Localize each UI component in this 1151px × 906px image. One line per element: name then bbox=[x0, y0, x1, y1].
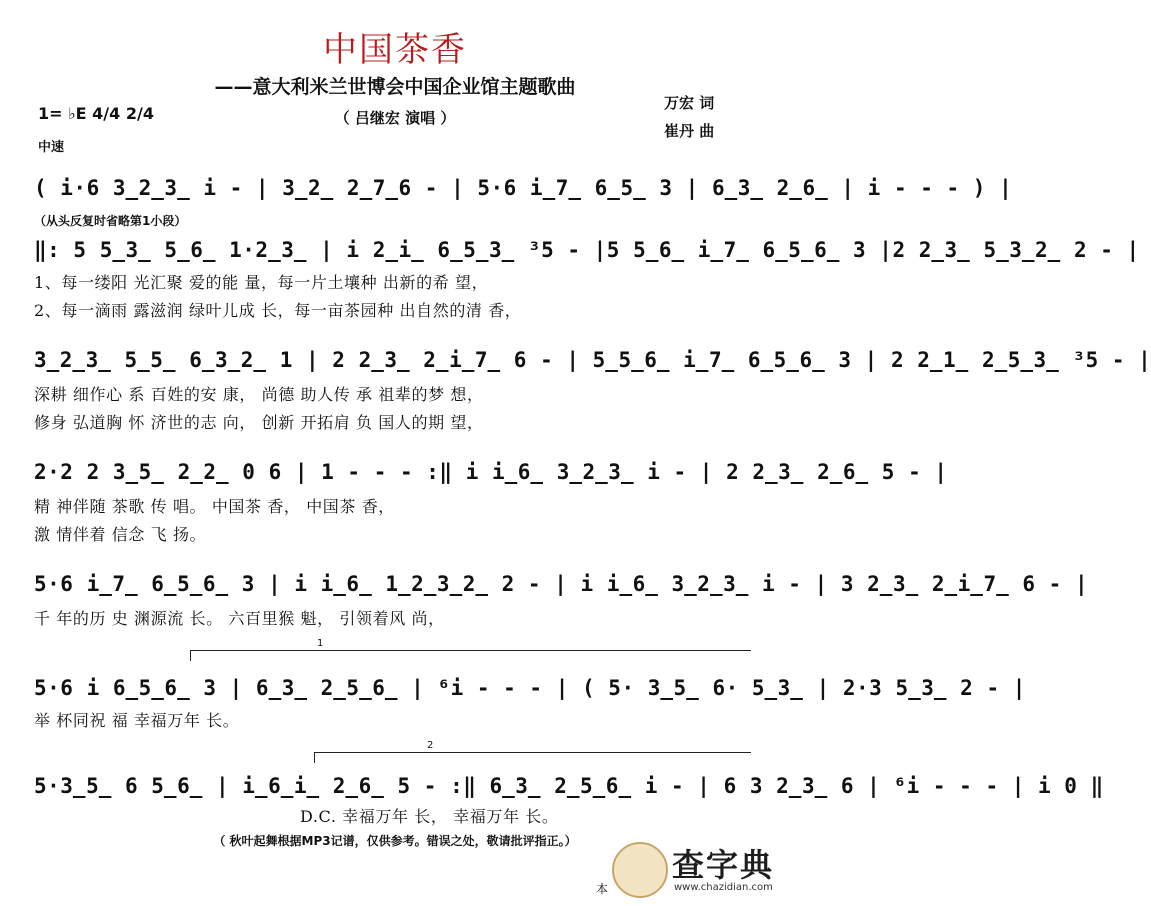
score-line-7: 5·3̲5̲ 6 5̲6̲ | i̲6̲i̲ 2̲6̲ 5 - :‖ 6̲3̲ 2̲5̲6̲ i - | 6 3 2̲3̲ 6 | ⁶i - - - | i 0 ‖ bbox=[34, 774, 1104, 798]
score-line-4: 2·2 2 3̲5̲ 2̲2̲ 0 6 | 1 - - - :‖ i i̲6̲ 3̲2̲3̲ i - | 2 2̲3̲ 2̲6̲ 5 - | bbox=[34, 460, 948, 484]
song-title: 中国茶香 bbox=[323, 30, 467, 70]
logo-name: 查字典 bbox=[672, 846, 775, 884]
transcription-notice: （ 秋叶起舞根据MP3记谱，仅供参考。错误之处，敬请批评指正。） bbox=[213, 834, 577, 848]
score-line-1: ( i·6 3̲2̲3̲ i - | 3̲2̲ 2̲7̲6 - | 5·6 i̲7̲ 6̲5̲ 3 | 6̲3̲ 2̲6̲ | i - - - ) | bbox=[34, 176, 1013, 200]
chazidian-logo bbox=[612, 838, 782, 902]
tempo-marking: 中速 bbox=[38, 140, 65, 155]
logo-url: www.chazidian.com bbox=[674, 882, 773, 893]
scholar-mascot-icon bbox=[612, 842, 668, 898]
lyric-line-4a: 精 神伴随 茶歌 传 唱。 中国茶 香， 中国茶 香， bbox=[34, 497, 395, 516]
score-line-6: 5·6 i 6̲5̲6̲ 3 | 6̲3̲ 2̲5̲6̲ | ⁶i - - - | ( 5· 3̲5̲ 6· 5̲3̲ | 2·3 5̲3̲ 2 - | bbox=[34, 676, 1026, 700]
lyricist-credit: 万宏 词 bbox=[664, 94, 715, 112]
lyric-line-4b: 激 情伴着 信念 飞 扬。 bbox=[34, 525, 207, 544]
volta-bracket-1: 1 bbox=[190, 650, 751, 661]
corner-text: 本 bbox=[596, 882, 609, 896]
lyric-line-3a: 深耕 细作心 系 百姓的安 康， 尚德 助人传 承 祖辈的梦 想， bbox=[34, 385, 484, 404]
volta-bracket-2: 2 bbox=[314, 752, 751, 763]
key-signature: 1= ♭E 4/4 2/4 bbox=[38, 104, 154, 123]
composer-credit: 崔丹 曲 bbox=[664, 122, 715, 140]
lyric-line-2b: 2、每一滴雨 露滋润 绿叶儿成 长，每一亩茶园种 出自然的清 香， bbox=[34, 301, 522, 320]
lyric-line-3b: 修身 弘道胸 怀 济世的志 向， 创新 开拓肩 负 国人的期 望， bbox=[34, 413, 484, 432]
lyric-line-7: D.C. 幸福万年 长， 幸福万年 长。 bbox=[300, 807, 559, 826]
lyric-line-6: 举 杯同祝 福 幸福万年 长。 bbox=[34, 711, 240, 730]
score-line-5: 5·6 i̲7̲ 6̲5̲6̲ 3 | i i̲6̲ 1̲2̲3̲2̲ 2 - | i i̲6̲ 3̲2̲3̲ i - | 3 2̲3̲ 2̲i̲7̲ 6 - | bbox=[34, 572, 1089, 596]
lyric-line-5: 千 年的历 史 渊源流 长。 六百里猴 魁， 引领着风 尚， bbox=[34, 609, 445, 628]
score-line-2: ‖: 5 5̲3̲ 5̲6̲ 1·2̲3̲ | i 2̲i̲ 6̲5̲3̲ ³5 - |5 5̲6̲ i̲7̲ 6̲5̲6̲ 3 |2 2̲3̲ 5̲3̲2̲ 2 - | bbox=[34, 238, 1140, 262]
song-subtitle: ——意大利米兰世博会中国企业馆主题歌曲 bbox=[214, 76, 576, 98]
singer-credit: （ 吕继宏 演唱 ） bbox=[334, 109, 456, 127]
repeat-note: （从头反复时省略第1小段） bbox=[34, 214, 187, 228]
score-line-3: 3̲2̲3̲ 5̲5̲ 6̲3̲2̲ 1 | 2 2̲3̲ 2̲i̲7̲ 6 - | 5̲5̲6̲ i̲7̲ 6̲5̲6̲ 3 | 2 2̲1̲ 2̲5̲3̲ ³5 - | bbox=[34, 348, 1151, 372]
lyric-line-2a: 1、每一缕阳 光汇聚 爱的能 量，每一片土壤种 出新的希 望， bbox=[34, 273, 489, 292]
